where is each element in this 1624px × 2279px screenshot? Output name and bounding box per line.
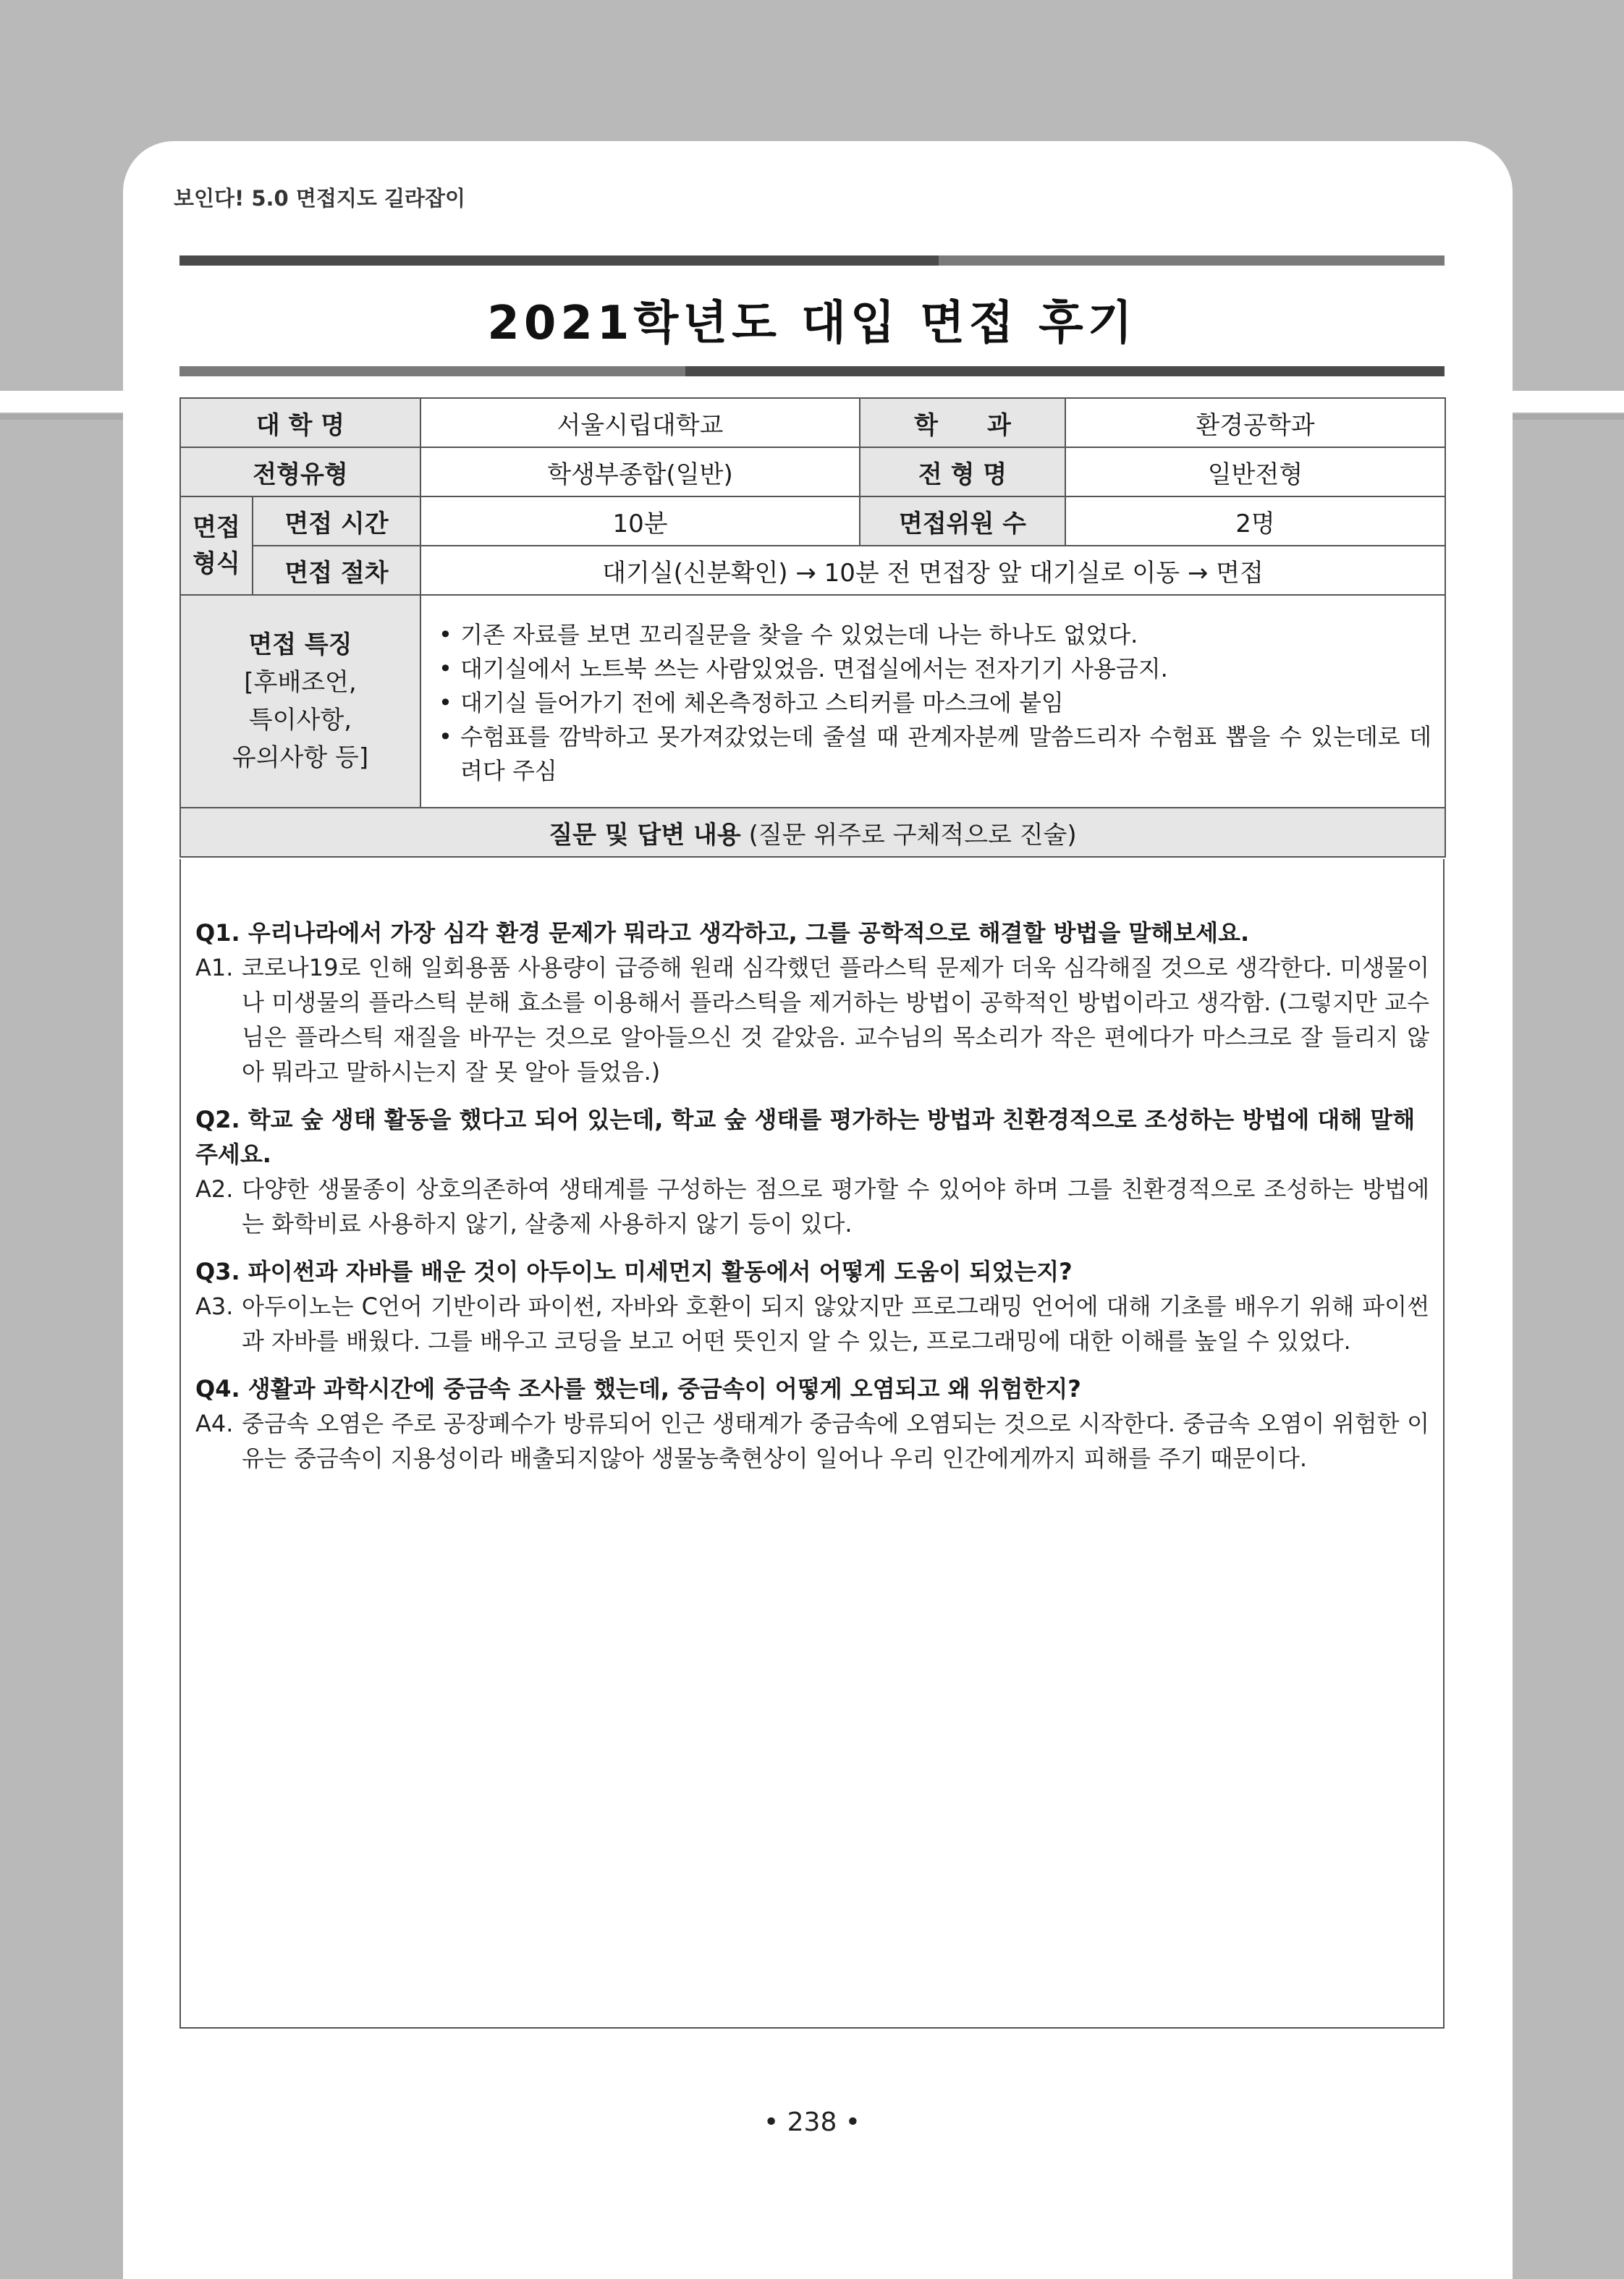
features-label-title: 면접 특징 <box>248 630 352 659</box>
info-row-time <box>180 496 1445 546</box>
margin-stripe-right-shadow <box>1505 414 1624 420</box>
feature-item: • 대기실 들어가기 전에 체온측정하고 스티커를 마스크에 붙임 <box>460 686 1431 720</box>
feature-item: • 수험표를 깜박하고 못가져갔었는데 줄설 때 관계자분께 말씀드리자 수험표 뽑을 수 있는데로 데려다 주심 <box>460 720 1431 788</box>
type-value: 학생부종합(일반) <box>420 447 860 496</box>
qa-item-4 <box>195 1371 1429 1476</box>
dept-label: 학 과 <box>860 398 1065 447</box>
qa-header-row <box>180 808 1445 857</box>
features-label-line3: 유의사항 등] <box>232 743 369 772</box>
features-list-cell <box>420 595 1445 808</box>
answer-text: 코로나19로 인해 일회용품 사용량이 급증해 원래 심각했던 플라스틱 문제가 더욱 심각해질 것으로 생각한다. 미생물이나 미생물의 플라스틱 분해 효소를 이용해서 플라스틱을 제거하는 방법이 공학적인 방법이라고 생각함. (그렇지만 교수님은 플라스틱 재질을 바꾸는 것으로 알아들으신 것 같았음. 교수님의 목소리가 작은 편에다가 마스크로 잘 들리지 않아 뭐라고 말하시는지 잘 못 알아 들었음.) <box>242 954 1429 1086</box>
features-list <box>434 618 1431 788</box>
format-label-line2: 형식 <box>193 549 240 578</box>
format-label <box>180 496 253 595</box>
admission-value: 일반전형 <box>1065 447 1445 496</box>
margin-stripe-right <box>1505 391 1624 413</box>
margin-stripe-left-shadow <box>0 414 134 420</box>
margin-stripe-left <box>0 391 134 413</box>
question: Q4. 생활과 과학시간에 중금속 조사를 했는데, 중금속이 어떻게 오염되고 왜 위험한지? <box>195 1375 1081 1403</box>
qa-item-2 <box>195 1102 1429 1241</box>
answer-label: A4. <box>195 1410 234 1437</box>
admission-label: 전 형 명 <box>860 447 1065 496</box>
answer <box>195 950 1429 1089</box>
time-label: 면접 시간 <box>253 496 420 546</box>
question: Q3. 파이썬과 자바를 배운 것이 아두이노 미세먼지 활동에서 어떻게 도움이 되었는지? <box>195 1258 1073 1285</box>
question: Q1. 우리나라에서 가장 심각 환경 문제가 뭐라고 생각하고, 그를 공학적으로 해결할 방법을 말해보세요. <box>195 919 1250 947</box>
features-label-line2: 특이사항, <box>248 706 352 735</box>
answer-text: 중금속 오염은 주로 공장폐수가 방류되어 인근 생태계가 중금속에 오염되는 것으로 시작한다. 중금속 오염이 위험한 이유는 중금속이 지용성이라 배출되지않아 생물농축현상이 일어나 우리 인간에게까지 피해를 주기 때문이다. <box>242 1410 1429 1472</box>
university-label: 대 학 명 <box>180 398 420 447</box>
qa-content-box <box>179 859 1445 2029</box>
answer <box>195 1406 1429 1476</box>
time-value: 10분 <box>420 496 860 546</box>
answer <box>195 1289 1429 1358</box>
answer-label: A1. <box>195 954 234 981</box>
panel-value: 2명 <box>1065 496 1445 546</box>
feature-item: • 기존 자료를 보면 꼬리질문을 찾을 수 있었는데 나는 하나도 없었다. <box>460 618 1431 652</box>
panel-label: 면접위원 수 <box>860 496 1065 546</box>
running-head: 보인다! 5.0 면접지도 길라잡이 <box>174 186 466 211</box>
procedure-label: 면접 절차 <box>253 546 420 595</box>
answer-text: 아두이노는 C언어 기반이라 파이썬, 자바와 호환이 되지 않았지만 프로그래밍 언어에 대해 기초를 배우기 위해 파이썬과 자바를 배웠다. 그를 배우고 코딩을 보고 어떤 뜻인지 알 수 있는, 프로그래밍에 대한 이해를 높일 수 있었다. <box>242 1293 1429 1355</box>
question: Q2. 학교 숲 생태 활동을 했다고 되어 있는데, 학교 숲 생태를 평가하는 방법과 친환경적으로 조성하는 방법에 대해 말해주세요. <box>195 1106 1416 1168</box>
title-rule-top <box>179 255 1445 266</box>
procedure-value: 대기실(신분확인) → 10분 전 면접장 앞 대기실로 이동 → 면접 <box>420 546 1445 595</box>
page-number: • 238 • <box>763 2107 861 2137</box>
features-label-line1: [후배조언, <box>244 668 357 697</box>
dept-value: 환경공학과 <box>1065 398 1445 447</box>
qa-item-3 <box>195 1254 1429 1358</box>
qa-header-note: (질문 위주로 구체적으로 진술) <box>748 820 1077 850</box>
answer <box>195 1172 1429 1241</box>
answer-text: 다양한 생물종이 상호의존하여 생태계를 구성하는 점으로 평가할 수 있어야 하며 그를 친환경적으로 조성하는 방법에는 화학비료 사용하지 않기, 살충제 사용하지 않기 등이 있다. <box>242 1175 1429 1238</box>
title-rule-bottom <box>179 366 1445 376</box>
features-label <box>180 595 420 808</box>
type-label: 전형유형 <box>180 447 420 496</box>
format-label-line1: 면접 <box>193 513 240 542</box>
answer-label: A2. <box>195 1175 234 1203</box>
info-table <box>179 397 1446 858</box>
qa-header <box>180 808 1445 857</box>
info-row-type <box>180 447 1445 496</box>
info-row-features <box>180 595 1445 808</box>
qa-item-1 <box>195 916 1429 1089</box>
page-title: 2021학년도 대입 면접 후기 <box>487 297 1137 350</box>
info-row-university <box>180 398 1445 447</box>
university-value: 서울시립대학교 <box>420 398 860 447</box>
answer-label: A3. <box>195 1293 234 1320</box>
qa-header-bold: 질문 및 답변 내용 <box>549 820 741 850</box>
info-row-procedure <box>180 546 1445 595</box>
feature-item: • 대기실에서 노트북 쓰는 사람있었음. 면접실에서는 전자기기 사용금지. <box>460 652 1431 686</box>
qa-list <box>195 908 1429 1476</box>
